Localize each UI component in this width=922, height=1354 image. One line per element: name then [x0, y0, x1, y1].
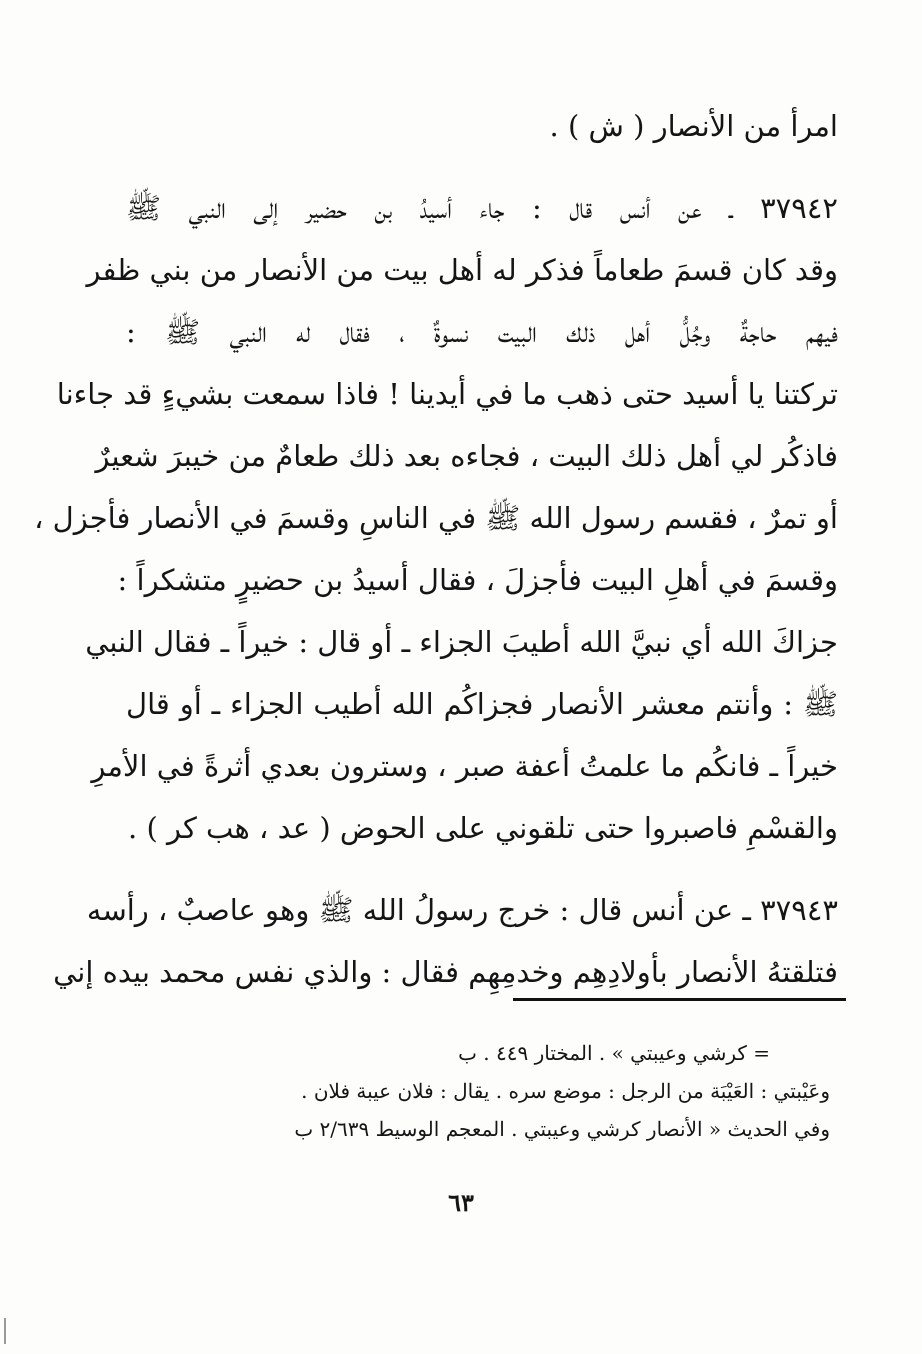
text-line: خيراً ـ فانكُم ما علمتُ أعفة صبر ، وسترون بعدي أثرةً في الأمرِ — [91, 749, 838, 783]
text-line: ﷺ : وأنتم معشر الأنصار فجزاكُم الله أطيب الجزاء ـ أو قال — [126, 687, 838, 721]
paragraph-gap — [126, 157, 838, 177]
footnote-line: = كرشي وعيبتي » . المختار ٤٤٩ . ب — [458, 1041, 770, 1065]
text-line: وقسمَ في أهلِ البيت فأجزلَ ، فقال أسيدُ بن حضيرٍ متشكراً : — [117, 563, 838, 597]
text-line: فيهم حاجةٌ وجُلُّ أهل ذلك البيت نسوةٌ ، فقال له النبي ﷺ : — [126, 315, 838, 349]
footnote-divider — [513, 998, 846, 1001]
paragraph-gap — [126, 859, 838, 879]
text-line: أو تمرٌ ، فقسم رسول الله ﷺ في الناسِ وقسمَ في الأنصار فأجزل ، — [34, 501, 838, 535]
footnote-line: وعَيْبتي : العَيْبَة من الرجل : موضع سره . يقال : فلان عيبة فلان . — [301, 1079, 830, 1103]
page-number: ٦٣ — [448, 1188, 474, 1217]
text-line: جزاكَ الله أي نبيَّ الله أطيبَ الجزاء ـ أو قال : خيراً ـ فقال النبي — [85, 625, 838, 659]
text-line: تركتنا يا أسيد حتى ذهب ما في أيدينا ! فاذا سمعت بشيءٍ قد جاءنا — [56, 377, 838, 411]
text-line: امرأ من الأنصار ( ش ) . — [549, 109, 838, 143]
scan-edge-mark — [4, 1318, 6, 1344]
text-line: فاذكُر لي أهل ذلك البيت ، فجاءه بعد ذلك طعامٌ من خيبرَ شعيرٌ — [95, 439, 838, 473]
main-text-block — [34, 95, 838, 1003]
text-line: فتلقتهُ الأنصار بأولادِهِم وخدمِهِم فقال : والذي نفس محمد بيده إني — [53, 955, 838, 989]
text-line: والقسْمِ فاصبروا حتى تلقوني على الحوض ( عد ، هب كر ) . — [128, 811, 838, 845]
hadith-37943-line: ٣٧٩٤٣ ـ عن أنس قال : خرج رسولُ الله ﷺ وهو عاصبٌ ، رأسه — [86, 893, 838, 927]
text-line: وقد كان قسمَ طعاماً فذكر له أهل بيت من الأنصار من بني ظفر — [86, 253, 838, 287]
footnotes-block — [130, 1034, 830, 1148]
footnote-line: وفي الحديث « الأنصار كرشي وعيبتي . المعجم الوسيط ٢/٦٣٩ ب — [294, 1117, 830, 1141]
hadith-37942-line: ٣٧٩٤٢ ـ عن أنس قال : جاء أسيدُ بن حضير إلى النبي ﷺ — [126, 191, 838, 225]
